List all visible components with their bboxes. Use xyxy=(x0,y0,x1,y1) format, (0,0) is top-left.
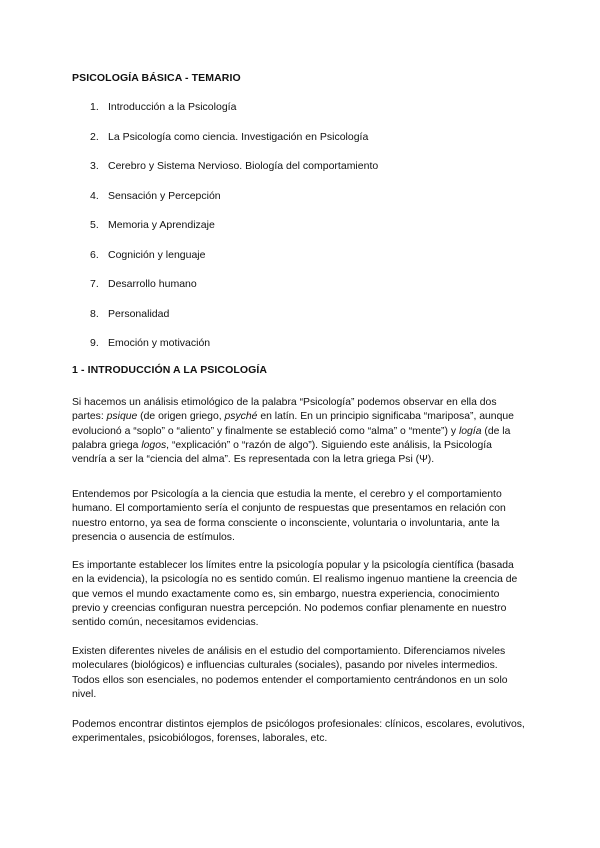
list-item xyxy=(90,189,378,219)
list-item-label: Introducción a la Psicología xyxy=(108,101,237,113)
paragraph-levels-of-analysis xyxy=(72,645,528,702)
list-item-number: 1. xyxy=(90,101,99,113)
list-item xyxy=(90,307,378,337)
paragraph-text: Entendemos por Psicología a la ciencia que estudia la mente, el cerebro y el comportamiento humano. El comportamiento sería el conjunto de respuestas que presentamos en relación con nuestro entorno, ya sea de forma consciente o inconsciente, voluntaria o involuntaria, ante la presencia o ausencia de estímulos. xyxy=(72,489,506,543)
section-heading: 1 - INTRODUCCIÓN A LA PSICOLOGÍA xyxy=(72,364,268,376)
list-item-number: 6. xyxy=(90,248,99,261)
list-item-number: 7. xyxy=(90,278,99,290)
paragraph-definition xyxy=(72,488,528,545)
list-item-label: Emoción y motivación xyxy=(108,337,211,349)
text-run: (de origen griego, xyxy=(137,411,225,423)
paragraph-text: Es importante establecer los límites entre la psicología popular y la psicología científica (basada en la evidencia), la psicología no es sentido común. El realismo ingenuo mantiene la creencia de que vemos el mundo exactamente como es, sin embargo, nuestra experiencia, conocimiento previo y creencias configuran nuestra percepción. No podemos confiar plenamente en nuestro sentido común, necesitamos evidencias. xyxy=(72,560,518,629)
list-item xyxy=(90,159,378,189)
list-item-number: 3. xyxy=(90,160,99,172)
term-psique: psique xyxy=(106,411,138,423)
list-item-label: Cognición y lenguaje xyxy=(108,248,206,261)
list-item xyxy=(90,336,378,366)
text-run: , “explicación” o “razón de algo”). Siguiendo este análisis, la Psicología vendría a ser la “ciencia del alma”. Es representada con la letra griega Psi (Ψ). xyxy=(72,439,492,466)
list-item-number: 4. xyxy=(90,189,99,202)
list-item xyxy=(90,100,378,130)
paragraph-etymology xyxy=(72,396,528,467)
list-item-number: 9. xyxy=(90,337,99,349)
list-item xyxy=(90,277,378,307)
list-item-label: Sensación y Percepción xyxy=(108,189,221,202)
paragraph-popular-vs-scientific xyxy=(72,559,528,630)
list-item-label: Memoria y Aprendizaje xyxy=(108,219,215,231)
list-item-label: Cerebro y Sistema Nervioso. Biología del comportamiento xyxy=(108,160,379,172)
term-logos: logos xyxy=(141,439,167,451)
list-item-label: Desarrollo humano xyxy=(108,278,197,290)
list-item-label: Personalidad xyxy=(108,307,170,320)
list-item xyxy=(90,130,378,160)
text-run: (de la palabra griega xyxy=(72,425,511,451)
list-item xyxy=(90,248,378,278)
text-run: en latín. En un principio significaba “mariposa”, aunque evolucionó a “soplo” o “aliento” y finalmente se estableció como “alma” o “mente”) y xyxy=(72,411,514,437)
list-item-number: 5. xyxy=(90,219,99,231)
list-item-label: La Psicología como ciencia. Investigación en Psicología xyxy=(108,130,369,143)
list-item-number: 2. xyxy=(90,130,99,143)
syllabus-list xyxy=(90,100,378,366)
paragraph-text: Podemos encontrar distintos ejemplos de psicólogos profesionales: clínicos, escolares, evolutivos, experimentales, psicobiólogos, forenses, laborales, etc. xyxy=(72,719,525,745)
text-run: Si hacemos un análisis etimológico de la palabra “Psicología” podemos observar en ella dos partes: xyxy=(72,397,497,423)
paragraph-professionals xyxy=(72,718,528,747)
list-item xyxy=(90,218,378,248)
document-title: PSICOLOGÍA BÁSICA - TEMARIO xyxy=(72,72,241,84)
term-logia: logía xyxy=(458,425,482,437)
paragraph-text: Existen diferentes niveles de análisis en el estudio del comportamiento. Diferenciamos niveles moleculares (biológicos) e influencias culturales (sociales), pasando por niveles intermedios. Todos ellos son esenciales, no podemos entender el comportamiento centrándonos en un solo nivel. xyxy=(72,646,508,700)
term-psyche: psyché xyxy=(224,411,258,423)
list-item-number: 8. xyxy=(90,307,99,320)
